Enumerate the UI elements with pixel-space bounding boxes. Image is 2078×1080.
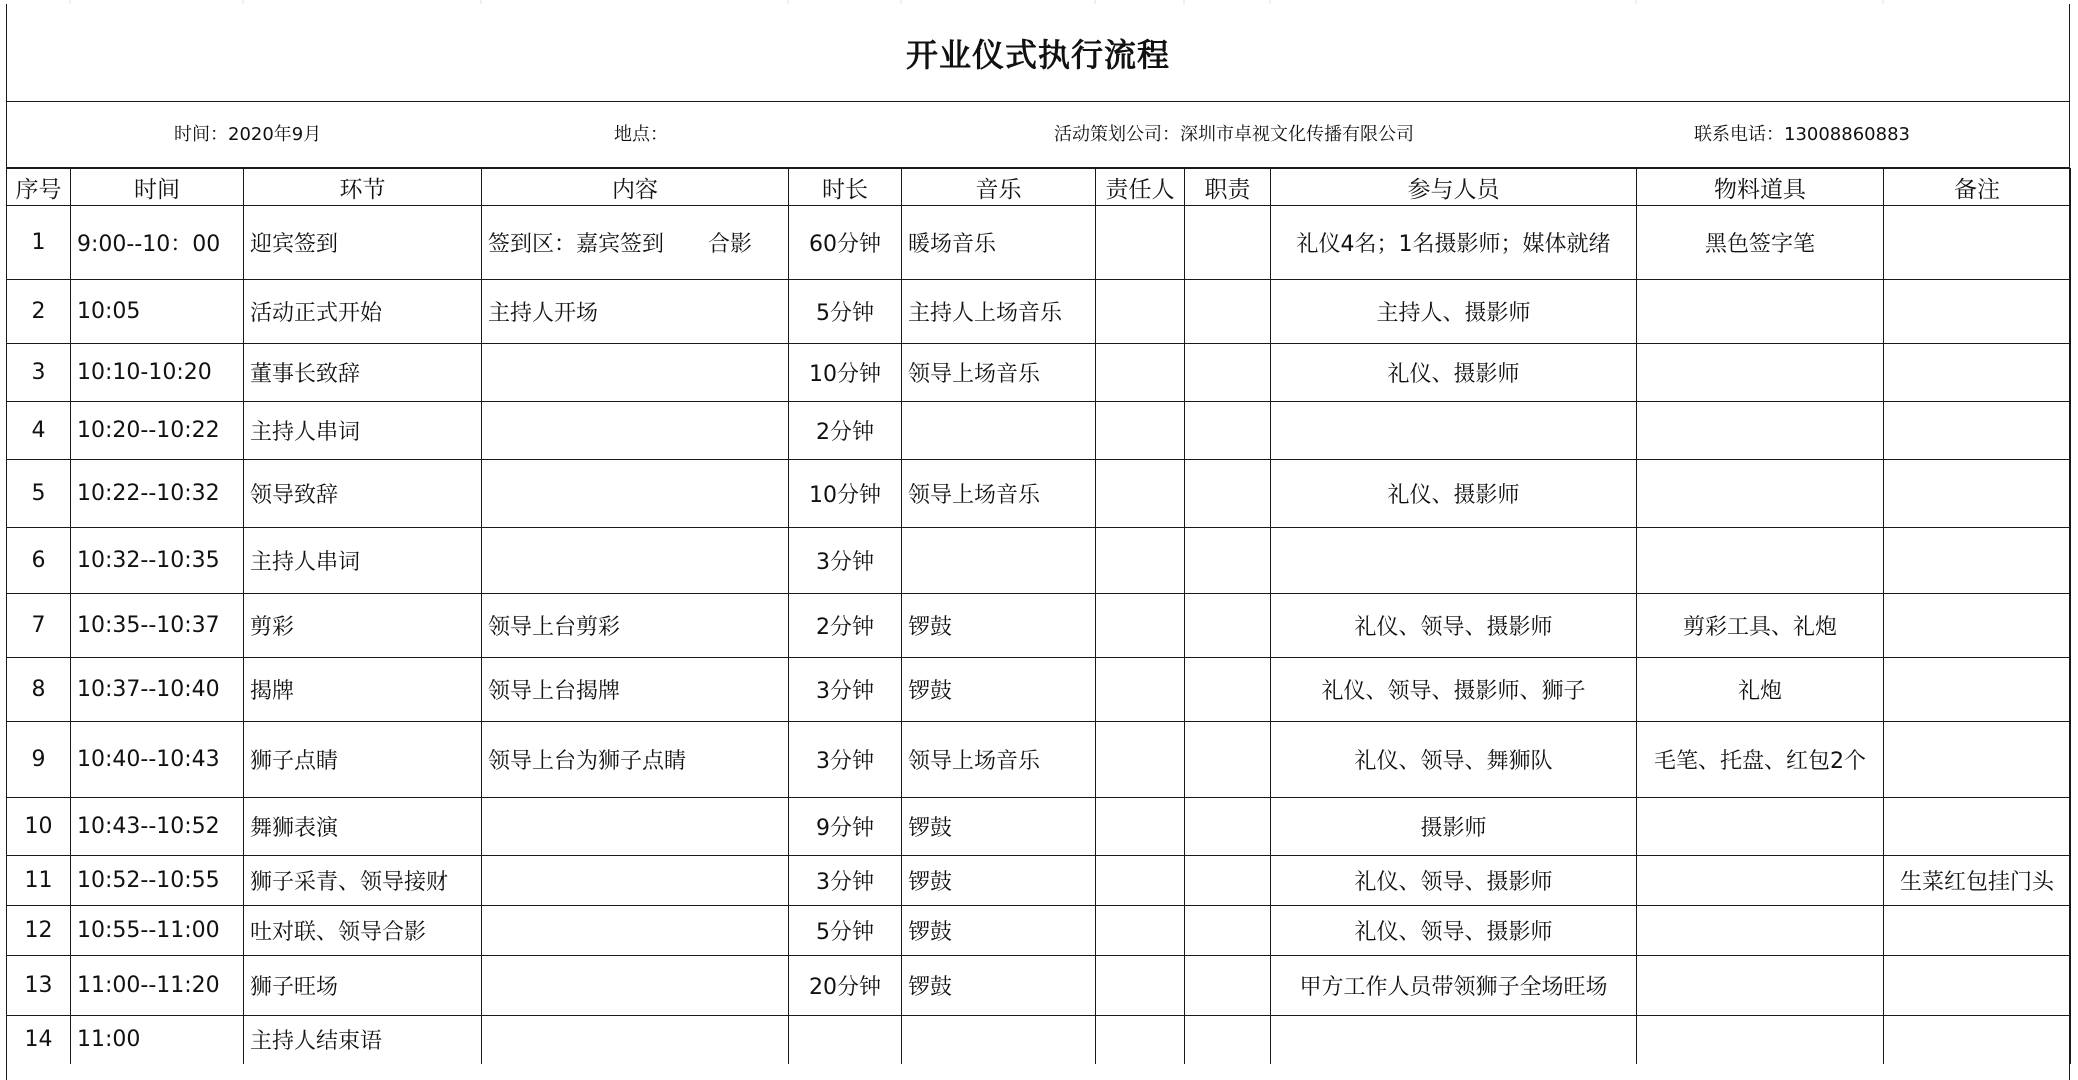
cell-music[interactable]: 领导上场音乐 [902, 344, 1096, 402]
cell-content[interactable] [482, 344, 789, 402]
cell-time[interactable]: 9:00--10：00 [71, 206, 244, 280]
cell-duration[interactable]: 3分钟 [789, 722, 902, 798]
cell-no[interactable]: 4 [7, 402, 71, 460]
cell-note[interactable] [1884, 1016, 2071, 1064]
cell-duration[interactable]: 2分钟 [789, 594, 902, 658]
info-row [6, 102, 2070, 168]
cell-props[interactable]: 礼炮 [1637, 658, 1884, 722]
cell-time[interactable]: 10:20--10:22 [71, 402, 244, 460]
cell-duration[interactable] [789, 1016, 902, 1064]
cell-duty[interactable] [1185, 460, 1271, 528]
cell-content[interactable]: 领导上台揭牌 [482, 658, 789, 722]
col-header-time[interactable]: 时间 [71, 169, 244, 206]
table-row [7, 956, 2071, 1016]
cell-people[interactable]: 礼仪、领导、摄影师 [1271, 594, 1637, 658]
table-row [7, 280, 2071, 344]
col-header-note[interactable]: 备注 [1884, 169, 2071, 206]
cell-time[interactable]: 11:00--11:20 [71, 956, 244, 1016]
cell-duty[interactable] [1185, 280, 1271, 344]
info-location[interactable]: 地点： [614, 124, 668, 145]
cell-owner[interactable] [1096, 722, 1185, 798]
cell-no[interactable]: 7 [7, 594, 71, 658]
table-row [7, 798, 2071, 856]
cell-owner[interactable] [1096, 460, 1185, 528]
cell-duty[interactable] [1185, 344, 1271, 402]
cell-stage[interactable]: 狮子旺场 [244, 956, 482, 1016]
cell-music[interactable] [902, 1016, 1096, 1064]
cell-props[interactable] [1637, 956, 1884, 1016]
cell-time[interactable]: 10:22--10:32 [71, 460, 244, 528]
cell-no[interactable]: 9 [7, 722, 71, 798]
cell-stage[interactable]: 主持人结束语 [244, 1016, 482, 1064]
cell-owner[interactable] [1096, 856, 1185, 906]
cell-owner[interactable] [1096, 528, 1185, 594]
cell-music[interactable]: 主持人上场音乐 [902, 280, 1096, 344]
cell-content[interactable] [482, 1016, 789, 1064]
cell-no[interactable]: 2 [7, 280, 71, 344]
cell-duration[interactable]: 3分钟 [789, 658, 902, 722]
cell-duration[interactable]: 10分钟 [789, 460, 902, 528]
cell-content[interactable] [482, 906, 789, 956]
cell-props[interactable] [1637, 528, 1884, 594]
cell-owner[interactable] [1096, 906, 1185, 956]
cell-owner[interactable] [1096, 798, 1185, 856]
cell-stage[interactable]: 迎宾签到 [244, 206, 482, 280]
cell-people[interactable]: 甲方工作人员带领狮子全场旺场 [1271, 956, 1637, 1016]
cell-stage[interactable]: 舞狮表演 [244, 798, 482, 856]
schedule-table [6, 168, 2071, 1064]
cell-props[interactable]: 毛笔、托盘、红包2个 [1637, 722, 1884, 798]
cell-people[interactable]: 摄影师 [1271, 798, 1637, 856]
cell-time[interactable]: 10:10-10:20 [71, 344, 244, 402]
cell-music[interactable] [902, 402, 1096, 460]
cell-people[interactable]: 礼仪、领导、摄影师、狮子 [1271, 658, 1637, 722]
cell-note[interactable] [1884, 594, 2071, 658]
cell-note[interactable] [1884, 528, 2071, 594]
cell-duty[interactable] [1185, 906, 1271, 956]
cell-music[interactable]: 锣鼓 [902, 856, 1096, 906]
cell-props[interactable] [1637, 1016, 1884, 1064]
cell-props[interactable] [1637, 798, 1884, 856]
cell-props[interactable]: 黑色签字笔 [1637, 206, 1884, 280]
cell-note[interactable] [1884, 658, 2071, 722]
cell-stage[interactable]: 主持人串词 [244, 528, 482, 594]
cell-music[interactable]: 锣鼓 [902, 906, 1096, 956]
cell-time[interactable]: 11:00 [71, 1016, 244, 1064]
cell-note[interactable] [1884, 722, 2071, 798]
cell-duty[interactable] [1185, 658, 1271, 722]
cell-no[interactable]: 5 [7, 460, 71, 528]
cell-content[interactable]: 领导上台为狮子点睛 [482, 722, 789, 798]
cell-note[interactable] [1884, 798, 2071, 856]
cell-people[interactable]: 主持人、摄影师 [1271, 280, 1637, 344]
cell-music[interactable]: 暖场音乐 [902, 206, 1096, 280]
cell-music[interactable]: 锣鼓 [902, 594, 1096, 658]
cell-time[interactable]: 10:43--10:52 [71, 798, 244, 856]
table-row [7, 722, 2071, 798]
cell-no[interactable]: 10 [7, 798, 71, 856]
cell-time[interactable]: 10:05 [71, 280, 244, 344]
cell-duration[interactable]: 3分钟 [789, 528, 902, 594]
col-header-props[interactable]: 物料道具 [1637, 169, 1884, 206]
cell-no[interactable]: 12 [7, 906, 71, 956]
cell-note[interactable] [1884, 280, 2071, 344]
cell-music[interactable] [902, 528, 1096, 594]
cell-note[interactable] [1884, 344, 2071, 402]
cell-no[interactable]: 1 [7, 206, 71, 280]
info-phone[interactable]: 联系电话：13008860883 [1694, 124, 1910, 145]
cell-music[interactable]: 锣鼓 [902, 658, 1096, 722]
cell-people[interactable]: 礼仪、摄影师 [1271, 344, 1637, 402]
cell-duty[interactable] [1185, 206, 1271, 280]
cell-duration[interactable]: 10分钟 [789, 344, 902, 402]
cell-content[interactable] [482, 460, 789, 528]
cell-content[interactable]: 主持人开场 [482, 280, 789, 344]
header-row [7, 169, 2071, 206]
cell-owner[interactable] [1096, 206, 1185, 280]
cell-duty[interactable] [1185, 402, 1271, 460]
cell-note[interactable]: 生菜红包挂门头 [1884, 856, 2071, 906]
cell-time[interactable]: 10:55--11:00 [71, 906, 244, 956]
cell-music[interactable]: 领导上场音乐 [902, 722, 1096, 798]
cell-no[interactable]: 13 [7, 956, 71, 1016]
cell-stage[interactable]: 董事长致辞 [244, 344, 482, 402]
cell-owner[interactable] [1096, 956, 1185, 1016]
cell-owner[interactable] [1096, 280, 1185, 344]
table-row [7, 594, 2071, 658]
cell-music[interactable]: 锣鼓 [902, 798, 1096, 856]
cell-time[interactable]: 10:32--10:35 [71, 528, 244, 594]
cell-note[interactable] [1884, 206, 2071, 280]
cell-props[interactable] [1637, 906, 1884, 956]
cell-content[interactable]: 领导上台剪彩 [482, 594, 789, 658]
cell-stage[interactable]: 主持人串词 [244, 402, 482, 460]
cell-duty[interactable] [1185, 956, 1271, 1016]
col-header-people[interactable]: 参与人员 [1271, 169, 1637, 206]
cell-music[interactable]: 锣鼓 [902, 956, 1096, 1016]
cell-stage[interactable]: 活动正式开始 [244, 280, 482, 344]
col-header-duration[interactable]: 时长 [789, 169, 902, 206]
cell-props[interactable] [1637, 856, 1884, 906]
cell-people[interactable] [1271, 1016, 1637, 1064]
table-row [7, 1016, 2071, 1064]
cell-owner[interactable] [1096, 1016, 1185, 1064]
cell-people[interactable]: 礼仪、摄影师 [1271, 460, 1637, 528]
cell-duty[interactable] [1185, 722, 1271, 798]
col-header-no[interactable]: 序号 [7, 169, 71, 206]
cell-note[interactable] [1884, 460, 2071, 528]
title-row [6, 4, 2070, 102]
cell-note[interactable] [1884, 956, 2071, 1016]
cell-time[interactable]: 10:52--10:55 [71, 856, 244, 906]
cell-duty[interactable] [1185, 594, 1271, 658]
cell-owner[interactable] [1096, 594, 1185, 658]
cell-people[interactable]: 礼仪、领导、摄影师 [1271, 856, 1637, 906]
table-row [7, 460, 2071, 528]
cell-stage[interactable]: 剪彩 [244, 594, 482, 658]
cell-content[interactable] [482, 956, 789, 1016]
table-row [7, 528, 2071, 594]
cell-people[interactable] [1271, 528, 1637, 594]
info-company[interactable]: 活动策划公司：深圳市卓视文化传播有限公司 [1054, 124, 1414, 145]
cell-time[interactable]: 10:37--10:40 [71, 658, 244, 722]
col-header-music[interactable]: 音乐 [902, 169, 1096, 206]
cell-stage[interactable]: 揭牌 [244, 658, 482, 722]
table-row [7, 658, 2071, 722]
cell-stage[interactable]: 领导致辞 [244, 460, 482, 528]
table-row [7, 206, 2071, 280]
cell-no[interactable]: 6 [7, 528, 71, 594]
cell-people[interactable]: 礼仪、领导、摄影师 [1271, 906, 1637, 956]
cell-music[interactable]: 领导上场音乐 [902, 460, 1096, 528]
cell-duty[interactable] [1185, 856, 1271, 906]
cell-stage[interactable]: 狮子采青、领导接财 [244, 856, 482, 906]
cell-props[interactable] [1637, 402, 1884, 460]
cell-props[interactable]: 剪彩工具、礼炮 [1637, 594, 1884, 658]
cell-stage[interactable]: 吐对联、领导合影 [244, 906, 482, 956]
cell-duration[interactable]: 5分钟 [789, 280, 902, 344]
cell-no[interactable]: 3 [7, 344, 71, 402]
cell-duration[interactable]: 2分钟 [789, 402, 902, 460]
cell-content[interactable] [482, 798, 789, 856]
table-row [7, 856, 2071, 906]
cell-no[interactable]: 11 [7, 856, 71, 906]
col-header-owner[interactable]: 责任人 [1096, 169, 1185, 206]
cell-duty[interactable] [1185, 1016, 1271, 1064]
cell-no[interactable]: 8 [7, 658, 71, 722]
col-header-content[interactable]: 内容 [482, 169, 789, 206]
cell-props[interactable] [1637, 344, 1884, 402]
table-row [7, 402, 2071, 460]
cell-note[interactable] [1884, 402, 2071, 460]
table-row [7, 906, 2071, 956]
cell-content[interactable] [482, 856, 789, 906]
info-time[interactable]: 时间：2020年9月 [174, 124, 322, 145]
cell-duration[interactable]: 20分钟 [789, 956, 902, 1016]
cell-props[interactable] [1637, 460, 1884, 528]
cell-no[interactable]: 14 [7, 1016, 71, 1064]
cell-duration[interactable]: 3分钟 [789, 856, 902, 906]
cell-people[interactable]: 礼仪、领导、舞狮队 [1271, 722, 1637, 798]
page-title[interactable]: 开业仪式执行流程 [905, 35, 1170, 74]
cell-people[interactable] [1271, 402, 1637, 460]
cell-duty[interactable] [1185, 528, 1271, 594]
cell-duration[interactable]: 60分钟 [789, 206, 902, 280]
cell-duration[interactable]: 9分钟 [789, 798, 902, 856]
cell-owner[interactable] [1096, 344, 1185, 402]
col-header-stage[interactable]: 环节 [244, 169, 482, 206]
cell-time[interactable]: 10:35--10:37 [71, 594, 244, 658]
col-header-duty[interactable]: 职责 [1185, 169, 1271, 206]
cell-owner[interactable] [1096, 658, 1185, 722]
cell-note[interactable] [1884, 906, 2071, 956]
cell-stage[interactable]: 狮子点睛 [244, 722, 482, 798]
cell-duty[interactable] [1185, 798, 1271, 856]
cell-duration[interactable]: 5分钟 [789, 906, 902, 956]
cell-content[interactable] [482, 528, 789, 594]
cell-owner[interactable] [1096, 402, 1185, 460]
cell-people[interactable]: 礼仪4名；1名摄影师；媒体就绪 [1271, 206, 1637, 280]
cell-props[interactable] [1637, 280, 1884, 344]
table-row [7, 344, 2071, 402]
cell-content[interactable]: 签到区：嘉宾签到 合影 [482, 206, 789, 280]
cell-time[interactable]: 10:40--10:43 [71, 722, 244, 798]
cell-content[interactable] [482, 402, 789, 460]
